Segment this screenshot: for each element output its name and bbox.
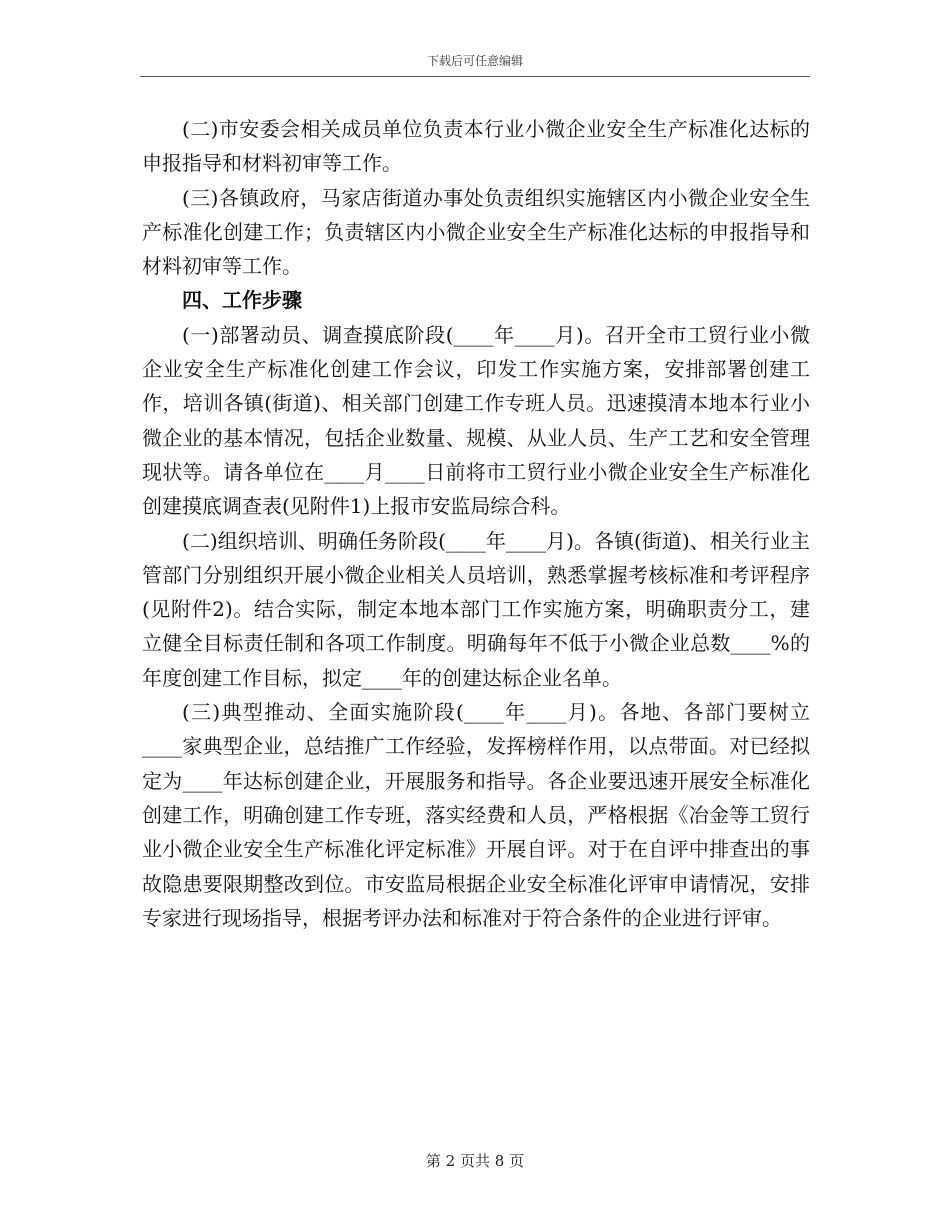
paragraph-3: (三)各镇政府，马家店街道办事处负责组织实施辖区内小微企业安全生产标准化创建工作；负责辖区内小微企业安全生产标准化达标的申报指导和材料初审等工作。: [142, 185, 810, 279]
page-header: 下载后可任意编辑: [426, 54, 523, 68]
paragraph-2: (二)市安委会相关成员单位负责本行业小微企业安全生产标准化达标的申报指导和材料初审等工作。: [142, 117, 810, 176]
header-divider: [140, 76, 810, 77]
section-heading-work-steps: 四、工作步骤: [182, 288, 302, 313]
paragraph-step-1: (一)部署动员、调查摸底阶段(____年____月)。召开全市工贸行业小微企业安全生产标准化创建工作会议，印发工作实施方案，安排部署创建工作，培训各镇(街道)、相关部门创建工作专班人员。迅速摸清本地本行业小微企业的基本情况，包括企业数量、规模、从业人员、生产工艺和安全管理现状等。请各单位在____月____日前将市工贸行业小微企业安全生产标准化创建摸底调查表(见附件1)上报市安监局综合科。: [142, 322, 810, 519]
paragraph-step-3: (三)典型推动、全面实施阶段(____年____月)。各地、各部门要树立____家典型企业，总结推广工作经验，发挥榜样作用，以点带面。对已经拟定为____年达标创建企业，开展服务和指导。各企业要迅速开展安全标准化创建工作，明确创建工作专班，落实经费和人员，严格根据《冶金等工贸行业小微企业安全生产标准化评定标准》开展自评。对于在自评中排查出的事故隐患要限期整改到位。市安监局根据企业安全标准化评审申请情况，安排专家进行现场指导，根据考评办法和标准对于符合条件的企业进行评审。: [142, 700, 810, 930]
document-body: [142, 112, 810, 935]
paragraph-step-2: (二)组织培训、明确任务阶段(____年____月)。各镇(街道)、相关行业主管部门分别组织开展小微企业相关人员培训，熟悉掌握考核标准和考评程序(见附件2)。结合实际，制定本地本部门工作实施方案，明确职责分工，建立健全目标责任制和各项工作制度。明确每年不低于小微企业总数____%的年度创建工作目标，拟定____年的创建达标企业名单。: [142, 528, 810, 690]
page-number: 第 2 页共 8 页: [425, 1152, 525, 1170]
